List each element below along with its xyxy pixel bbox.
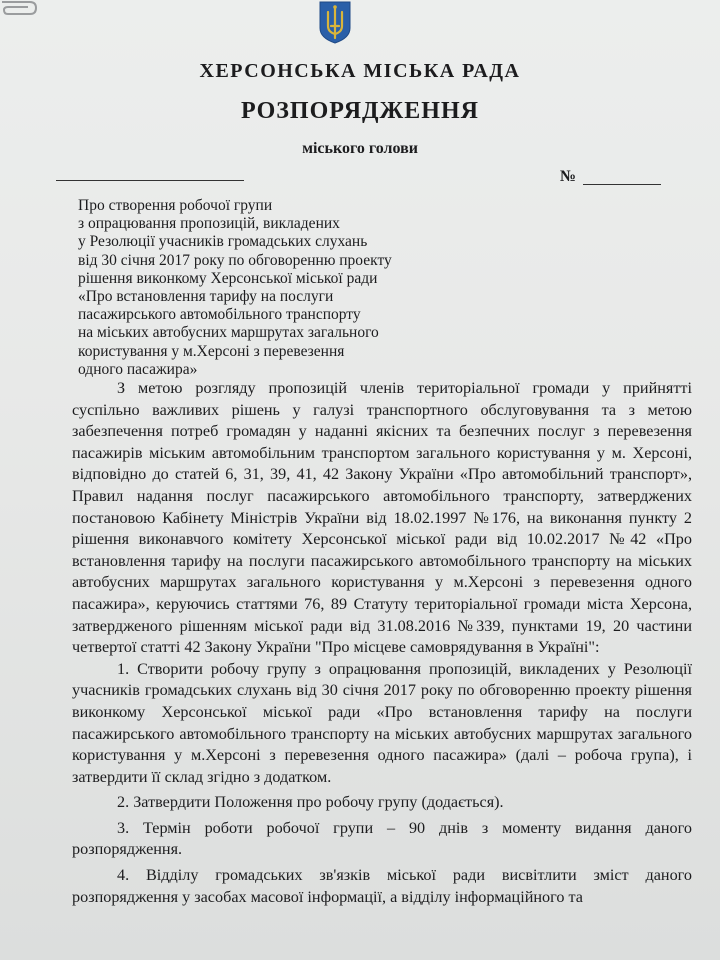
- order-item-2: 2. Затвердити Положення про робочу групу (додається).: [117, 793, 504, 812]
- document-type: РОЗПОРЯДЖЕННЯ: [241, 98, 479, 124]
- number-blank-line: [583, 184, 661, 185]
- coat-of-arms-icon: [318, 0, 352, 44]
- document-body: [72, 378, 692, 908]
- subject-line: у Резолюції учасників громадських слухань: [78, 233, 368, 251]
- order-item-3: 3. Термін роботи робочої групи – 90 днів з моменту видання даного розпорядження.: [72, 818, 692, 859]
- preamble-paragraph: З метою розгляду пропозицій членів територіальної громади у прийнятті суспільно важливих рішень у галузі транспортного обслуговування та з метою забезпечення потреб громадян у наданні якісних та безпечних послуг з перевезення пасажирів міським автомобільним транспортом загального користування у м. Херсоні, відповідно до статей 6, 31, 39, 41, 42 Закону України «Про автомобільний транспорт», Правил надання послуг пасажирського автомобільного транспорту, затверджених постановою Кабінету Міністрів України від 18.02.1997 №176, на виконання пункту 2 рішення виконавчого комітету Херсонської міської ради від 10.02.2017 №42 «Про встановлення тарифу на послуги пасажирського автомобільного транспорту на міських автобусних маршрутах загального користування у м.Херсоні з перевезення одного пасажира», керуючись статтями 76, 89 Статуту територіальної громади міста Херсона, затвердженого рішенням міської ради від 31.08.2016 №339, пунктами 19, 20 частини четвертої статті 42 Закону України "Про місцеве самоврядування в Україні":: [72, 379, 692, 657]
- subject-line: Про створення робочої групи: [78, 197, 273, 214]
- number-label: №: [560, 168, 577, 185]
- document-subject: [78, 197, 438, 379]
- subject-line: на міських автобусних маршрутах загального: [78, 324, 379, 342]
- issuer: міського голови: [302, 140, 418, 157]
- subject-line: одного пасажира»: [78, 360, 198, 378]
- subject-line: з опрацювання пропозицій, викладених: [78, 215, 340, 233]
- subject-line: користування у м.Херсоні з перевезення: [78, 342, 345, 360]
- subject-line: від 30 січня 2017 року по обговоренню проекту: [78, 251, 392, 269]
- paperclip-icon: [0, 0, 40, 24]
- subject-line: пасажирського автомобільного транспорту: [78, 306, 361, 324]
- order-item-1: 1. Створити робочу групу з опрацювання пропозицій, викладених у Резолюції учасників громадських слухань від 30 січня 2017 року по обговоренню проекту рішення виконкому Херсонської міської ради «Про встановлення тарифу на послуги пасажирського автомобільного транспорту на міських автобусних маршрутах загального користування у м.Херсоні з перевезення одного пасажира» (далі – робоча група), і затвердити її склад згідно з додатком.: [72, 659, 692, 786]
- date-blank-line: [56, 180, 244, 181]
- subject-line: «Про встановлення тарифу на послуги: [78, 288, 334, 306]
- subject-line: рішення виконкому Херсонської міської ради: [78, 269, 378, 287]
- order-item-4: 4. Відділу громадських зв'язків міської ради висвітлити зміст даного розпорядження у засобах масової інформації, а відділу інформаційного та: [72, 866, 692, 906]
- council-name: ХЕРСОНСЬКА МІСЬКА РАДА: [199, 60, 521, 82]
